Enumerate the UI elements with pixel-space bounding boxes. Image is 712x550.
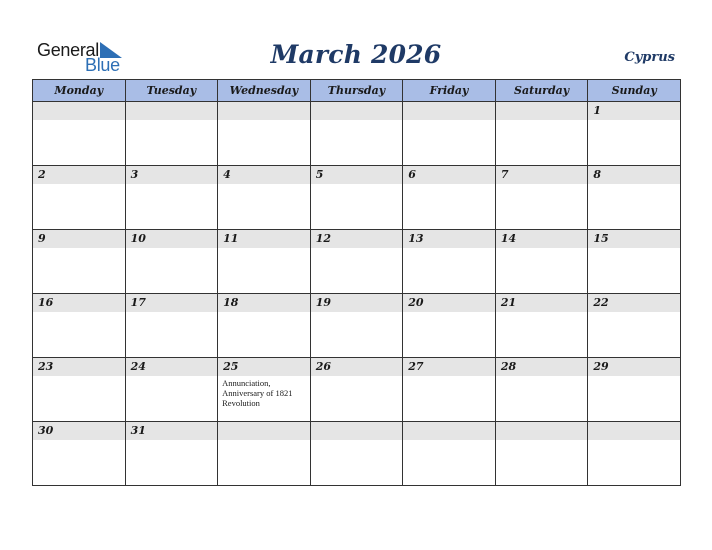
day-number: 4: [218, 166, 310, 184]
day-number: [588, 422, 680, 440]
day-number: 1: [588, 102, 680, 120]
day-cell: [33, 166, 126, 230]
logo-word-blue: Blue: [85, 55, 120, 75]
weekday-header-row: [33, 80, 681, 102]
day-cell: [310, 358, 403, 422]
day-number: 9: [33, 230, 125, 248]
day-number: 31: [126, 422, 218, 440]
day-cell: [403, 422, 496, 486]
day-number: 17: [126, 294, 218, 312]
day-cell: [218, 230, 311, 294]
day-cell: [33, 358, 126, 422]
day-number: 2: [33, 166, 125, 184]
week-row: [33, 230, 681, 294]
day-cell: [310, 422, 403, 486]
day-cell: [588, 294, 681, 358]
day-number: 20: [403, 294, 495, 312]
calendar-grid: [32, 79, 681, 486]
day-cell: [495, 358, 588, 422]
weekday-sunday: Sunday: [588, 80, 681, 102]
day-cell: [403, 166, 496, 230]
day-cell: [403, 230, 496, 294]
day-number: 30: [33, 422, 125, 440]
day-number: 27: [403, 358, 495, 376]
day-cell: [310, 102, 403, 166]
day-cell: [403, 358, 496, 422]
day-cell: [588, 230, 681, 294]
day-number: 11: [218, 230, 310, 248]
country-label: Cyprus: [624, 50, 675, 65]
day-cell: [33, 102, 126, 166]
day-cell: [125, 166, 218, 230]
calendar-title: March 2026: [270, 40, 442, 69]
day-cell: [588, 358, 681, 422]
day-cell: [495, 166, 588, 230]
day-cell: [310, 166, 403, 230]
day-number: 10: [126, 230, 218, 248]
day-number: [311, 102, 403, 120]
day-cell: [33, 422, 126, 486]
day-number: 16: [33, 294, 125, 312]
day-number: 6: [403, 166, 495, 184]
day-cell: [588, 422, 681, 486]
day-cell: [310, 230, 403, 294]
day-number: [218, 102, 310, 120]
week-row: [33, 294, 681, 358]
day-cell: [403, 102, 496, 166]
day-cell: [403, 294, 496, 358]
day-number: [403, 102, 495, 120]
day-number: 28: [496, 358, 588, 376]
day-cell: [125, 358, 218, 422]
day-number: 7: [496, 166, 588, 184]
day-cell: [218, 166, 311, 230]
day-number: 3: [126, 166, 218, 184]
weekday-friday: Friday: [403, 80, 496, 102]
weekday-wednesday: Wednesday: [218, 80, 311, 102]
day-cell: [218, 102, 311, 166]
day-cell: [125, 230, 218, 294]
day-cell: [125, 422, 218, 486]
week-row: [33, 166, 681, 230]
holiday-label: Annunciation, Anniversary of 1821 Revolution: [222, 378, 293, 408]
day-number: 15: [588, 230, 680, 248]
day-cell: [495, 102, 588, 166]
day-cell: [218, 422, 311, 486]
day-cell: [495, 230, 588, 294]
day-number: 24: [126, 358, 218, 376]
logo-word-general: General: [37, 40, 99, 60]
day-cell: [125, 102, 218, 166]
week-row: [33, 102, 681, 166]
day-cell: [218, 358, 311, 422]
day-number: [496, 102, 588, 120]
day-number: [496, 422, 588, 440]
day-cell: [495, 422, 588, 486]
day-number: 21: [496, 294, 588, 312]
day-number: 14: [496, 230, 588, 248]
day-number: 8: [588, 166, 680, 184]
weekday-tuesday: Tuesday: [125, 80, 218, 102]
day-cell: [588, 102, 681, 166]
day-number: [218, 422, 310, 440]
day-number: [311, 422, 403, 440]
weekday-thursday: Thursday: [310, 80, 403, 102]
day-number: 25: [218, 358, 310, 376]
day-cell: [33, 230, 126, 294]
week-row: [33, 422, 681, 486]
day-number: 13: [403, 230, 495, 248]
day-number: [33, 102, 125, 120]
day-number: 12: [311, 230, 403, 248]
day-number: [126, 102, 218, 120]
day-number: 29: [588, 358, 680, 376]
day-number: 18: [218, 294, 310, 312]
week-row: [33, 358, 681, 422]
day-cell: [495, 294, 588, 358]
day-number: 19: [311, 294, 403, 312]
day-number: 5: [311, 166, 403, 184]
weekday-saturday: Saturday: [495, 80, 588, 102]
day-number: [403, 422, 495, 440]
day-number: 23: [33, 358, 125, 376]
day-cell: [588, 166, 681, 230]
weekday-monday: Monday: [33, 80, 126, 102]
day-cell: [33, 294, 126, 358]
day-number: 26: [311, 358, 403, 376]
day-cell: [310, 294, 403, 358]
day-cell: [125, 294, 218, 358]
day-cell: [218, 294, 311, 358]
day-number: 22: [588, 294, 680, 312]
